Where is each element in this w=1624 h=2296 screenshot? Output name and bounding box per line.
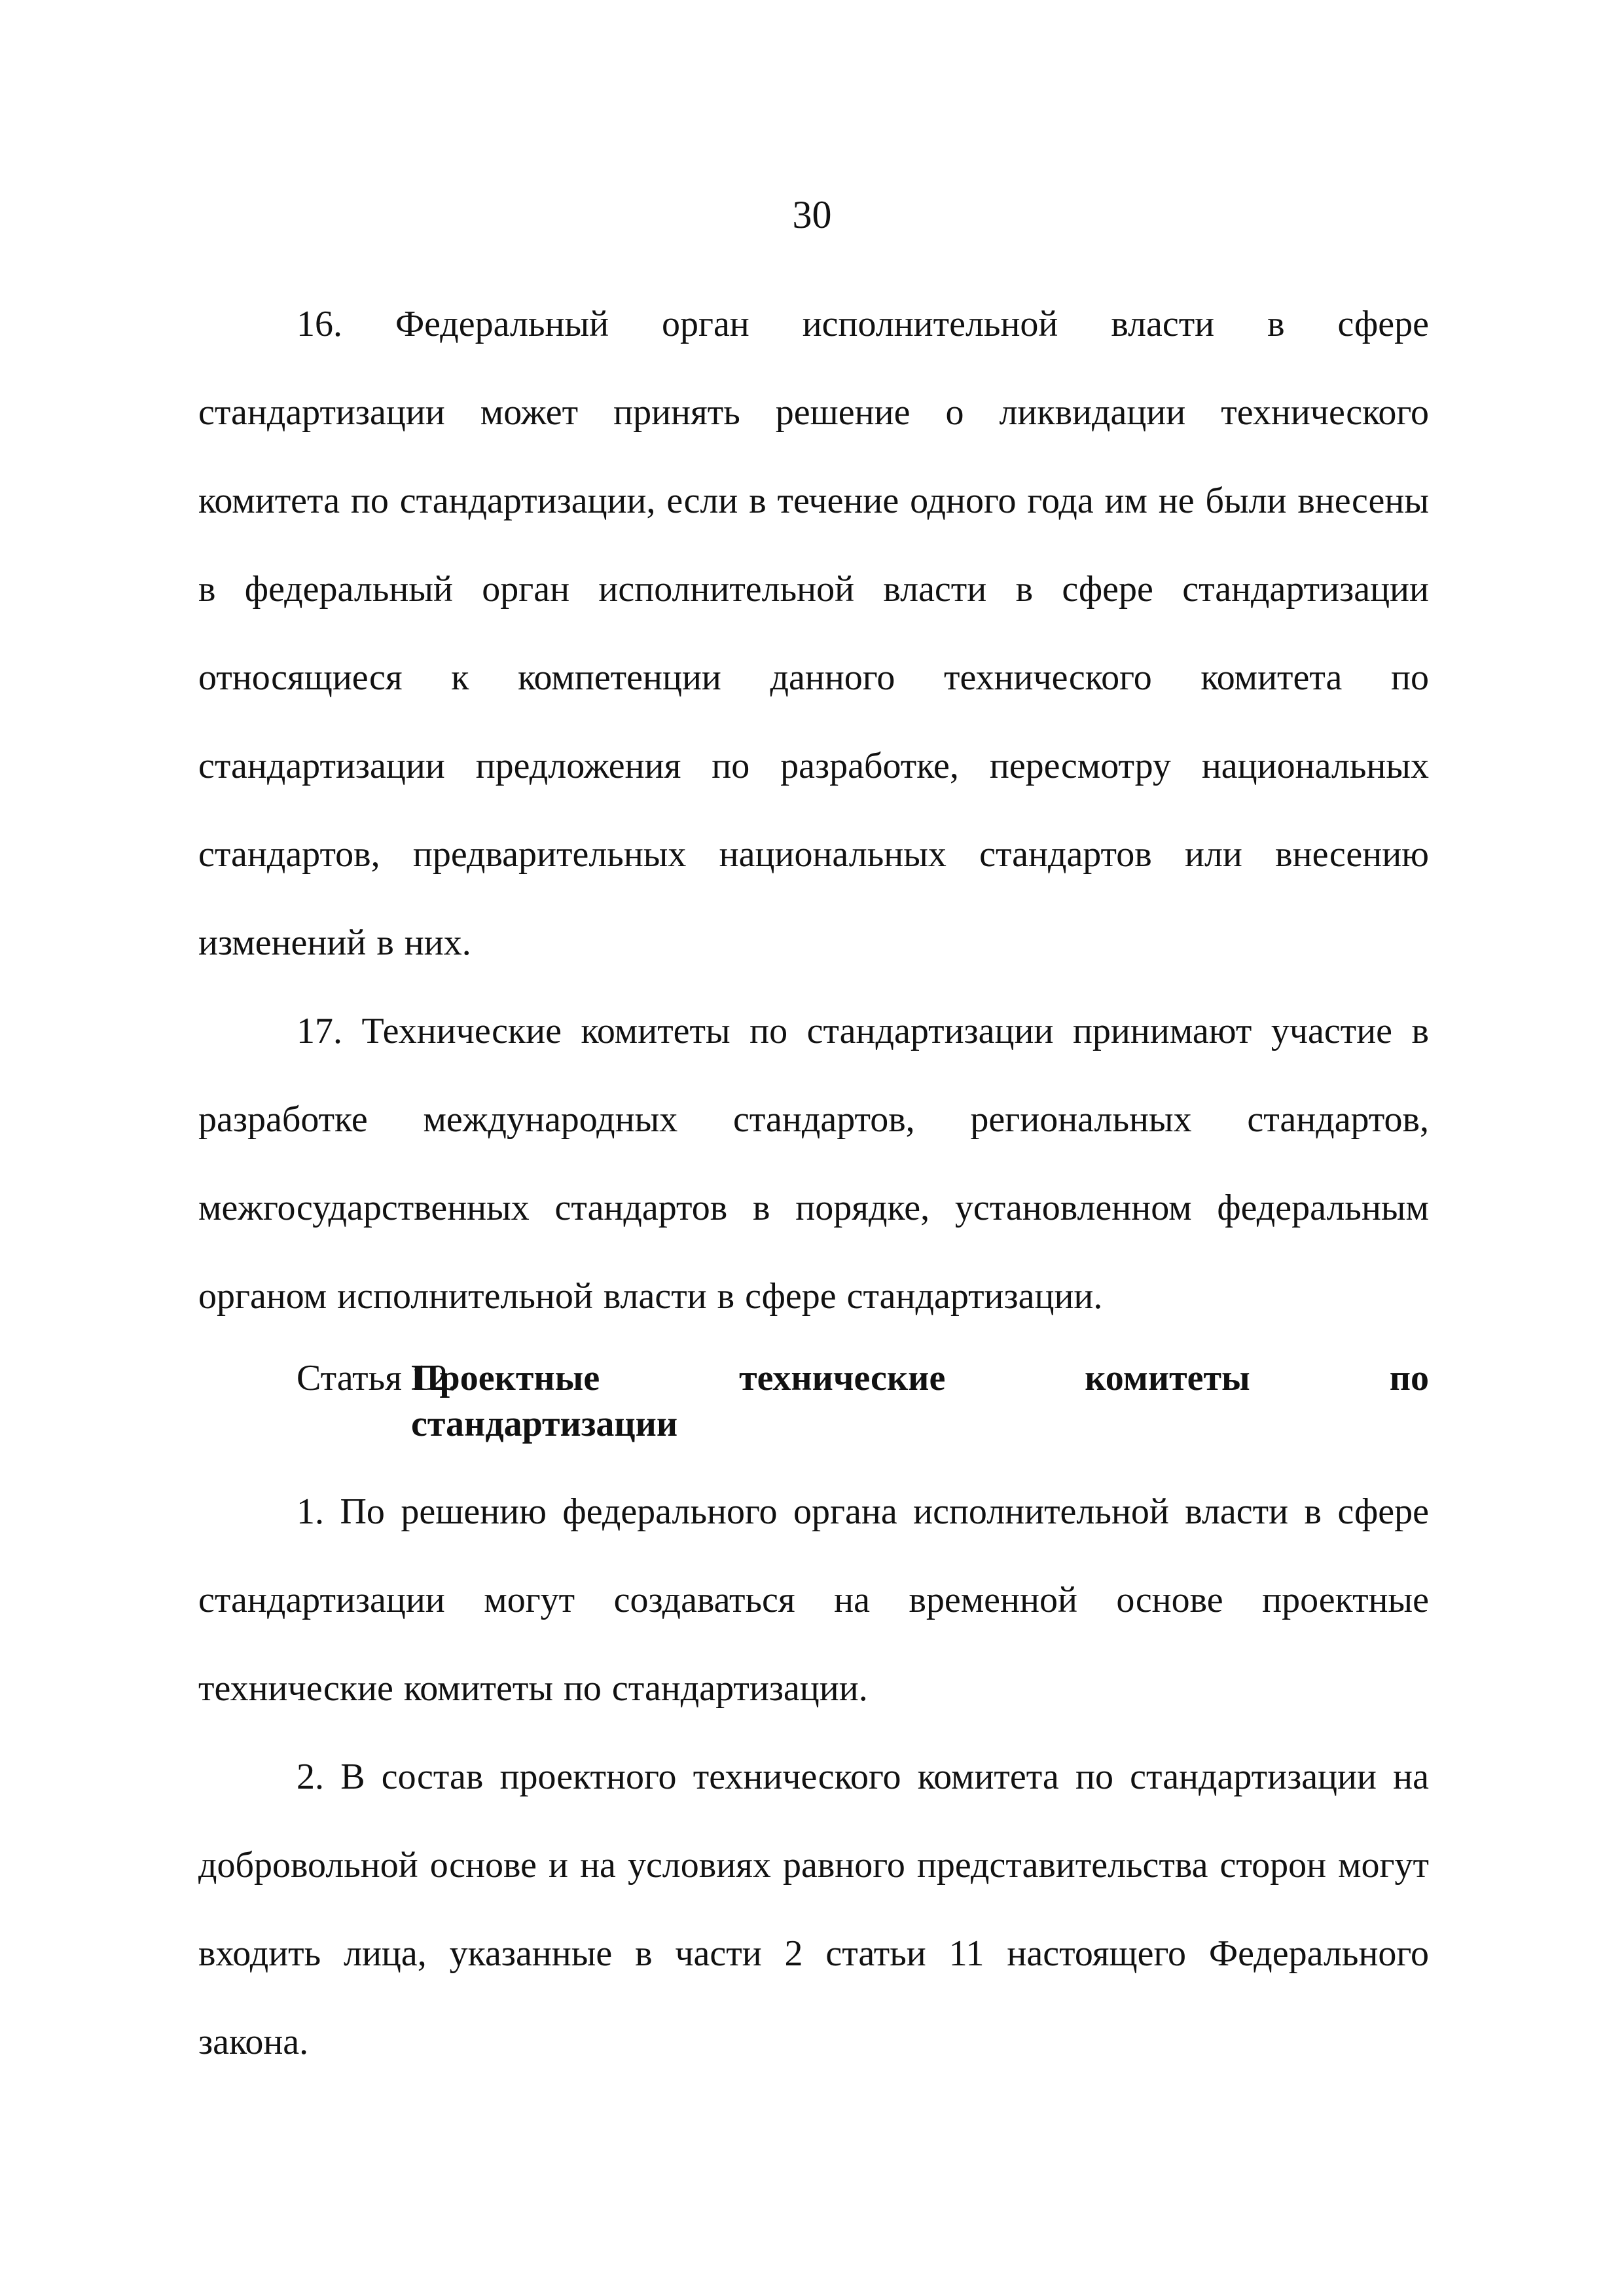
article-number: Статья 12. [297,1358,457,1398]
article-paragraph-2: 2. В состав проектного технического комитета по стандартизации на добровольной основе и на условиях равного представительства сторон могут входить лица, указанные в части 2 статьи 11 настоящего Федерального закона. [198,1757,1429,2062]
document-body [198,280,1429,2086]
paragraph-16: 16. Федеральный орган исполнительной власти в сфере стандартизации может принять решение о ликвидации технического комитета по стандартизации, если в течение одного года им не были внесены в федеральный орган исполнительной власти в сфере стандартизации относящиеся к компетенции данного технического комитета по стандартизации предложения по разработке, пересмотру национальных стандартов, предварительных национальных стандартов или внесению изменений в них. [198,304,1429,963]
article-paragraph-1: 1. По решению федерального органа исполнительной власти в сфере стандартизации могут создаваться на временной основе проектные технические комитеты по стандартизации. [198,1491,1429,1709]
article-title [411,1355,1429,1447]
article-heading [198,1355,1429,1447]
paragraph-17: 17. Технические комитеты по стандартизации принимают участие в разработке международных стандартов, региональных стандартов, межгосударственных стандартов в порядке, установленном федеральным органом исполнительной власти в сфере стандартизации. [198,1011,1429,1317]
article-title-line-2: стандартизации [411,1404,678,1444]
page-number: 30 [792,193,832,236]
article-title-line-1: Проектные технические комитеты по [411,1358,1429,1398]
